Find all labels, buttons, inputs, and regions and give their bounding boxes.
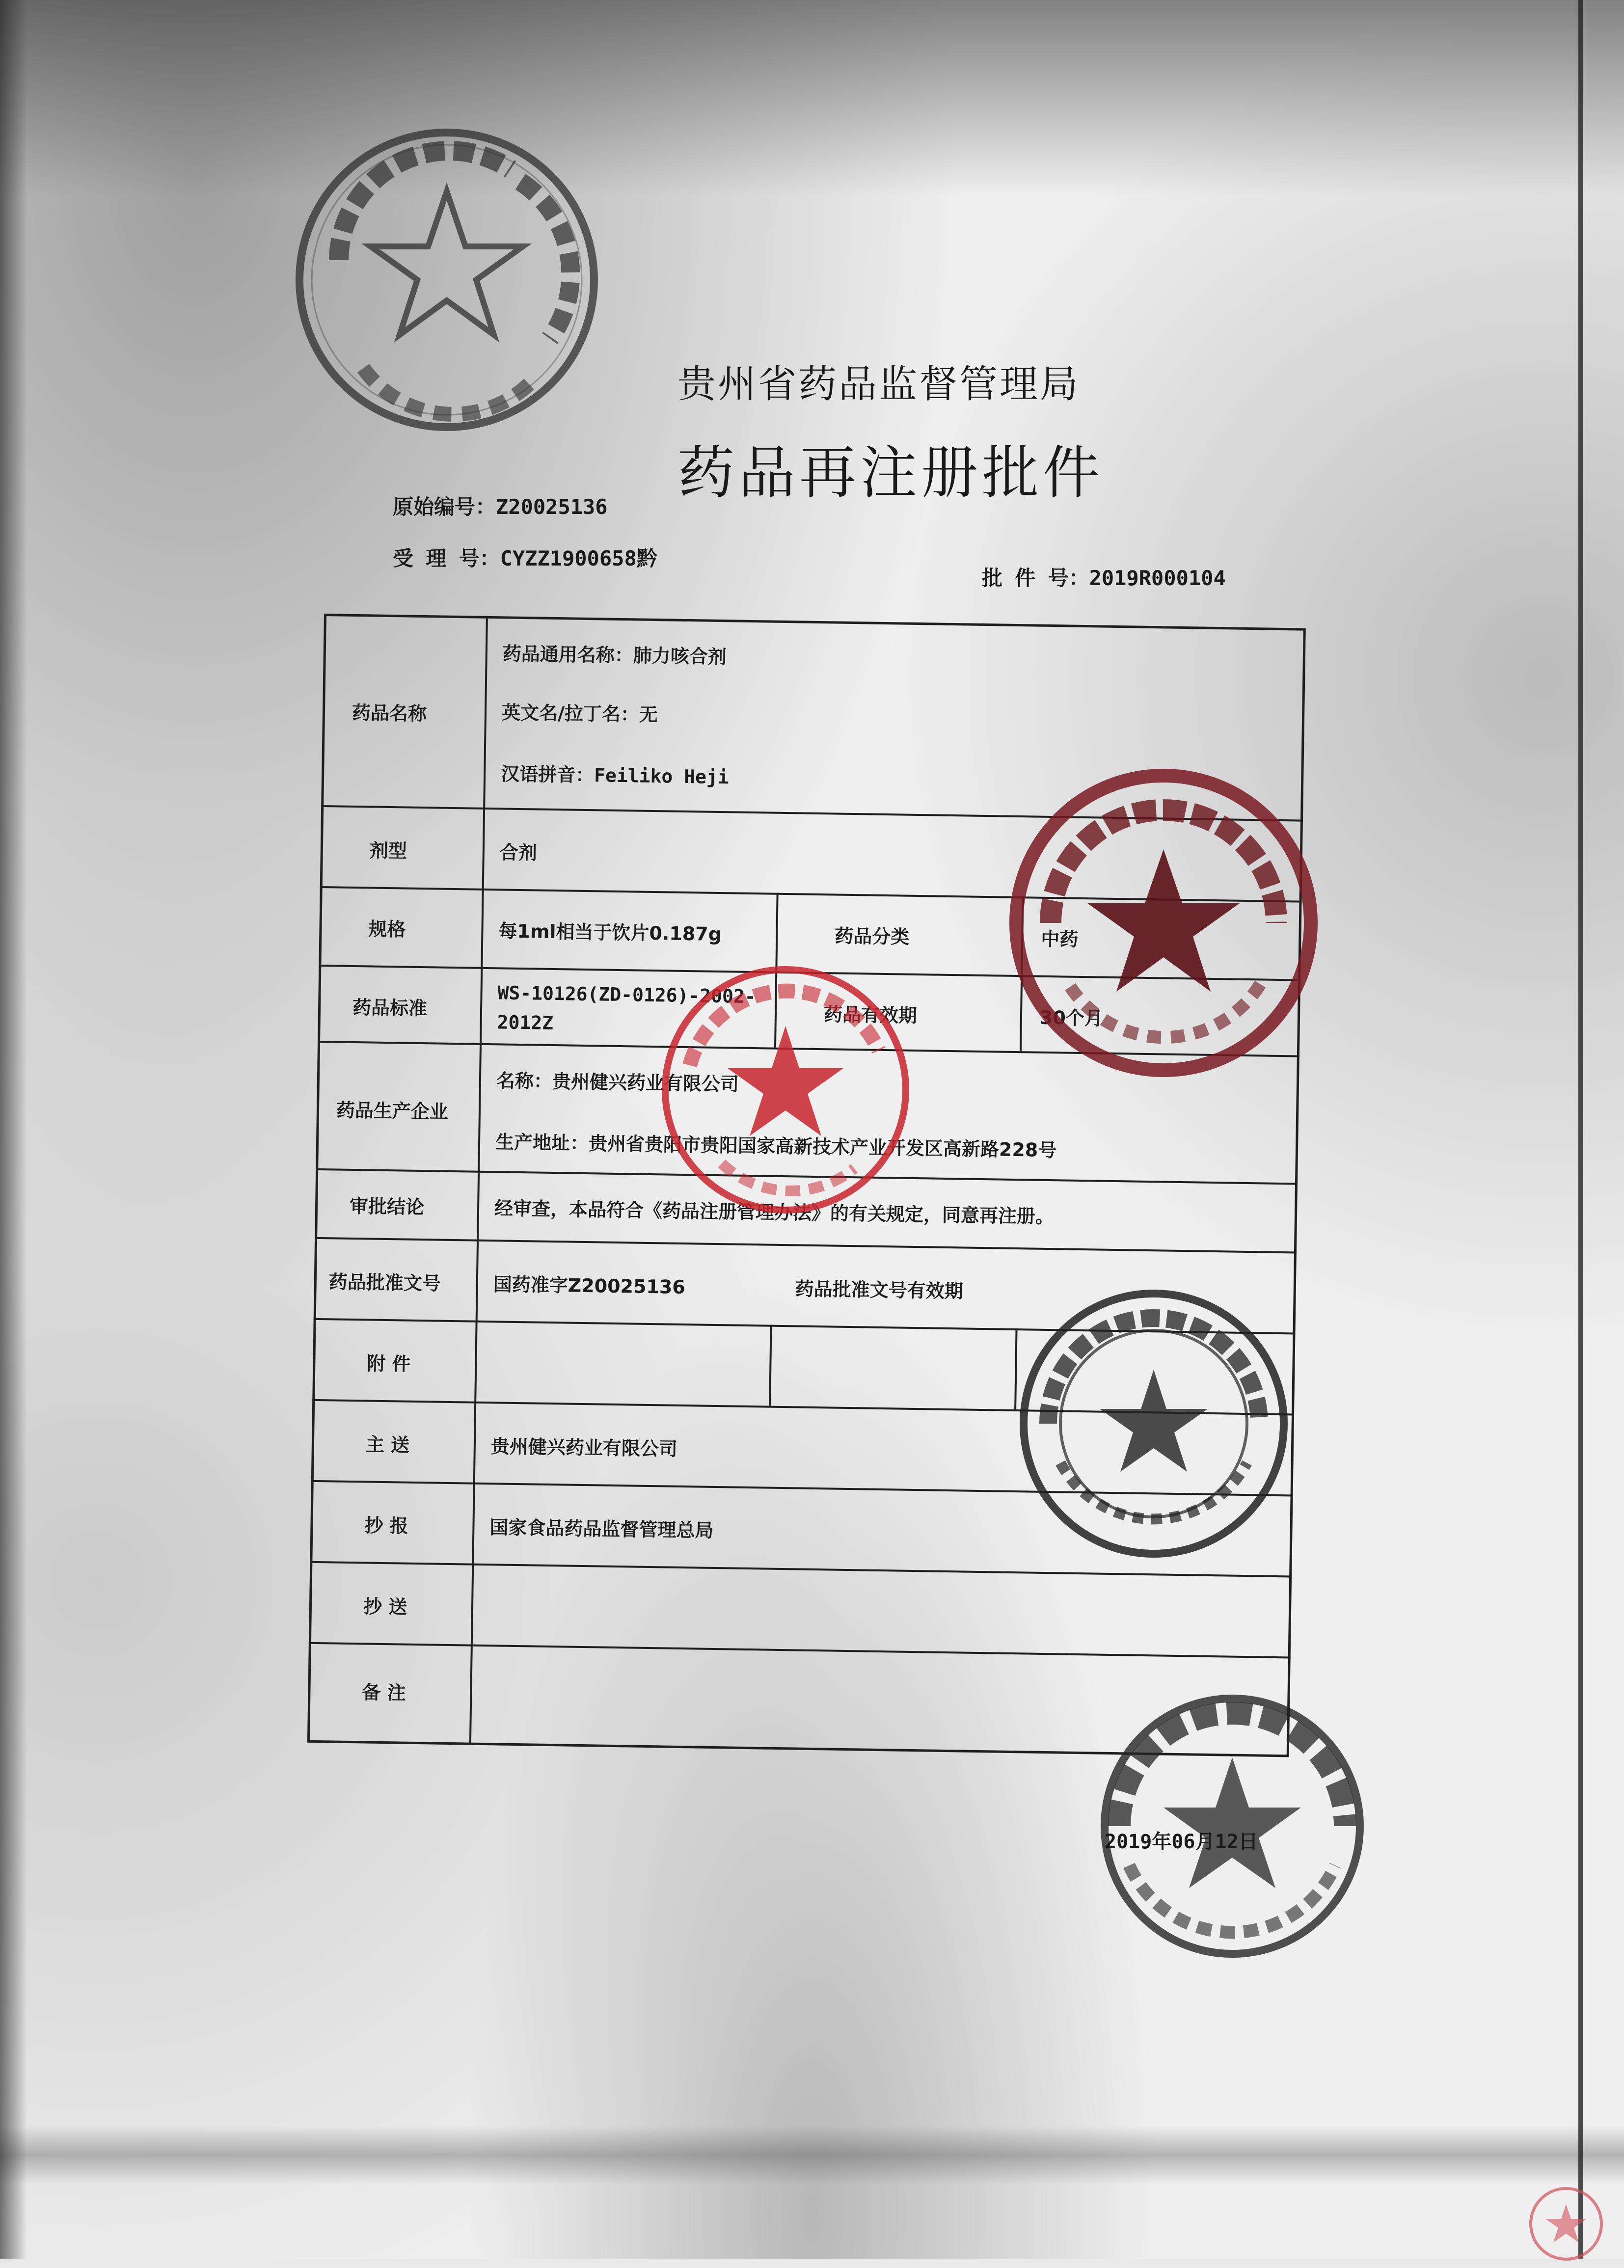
approval-doc-label: 药品批准文号 (328, 1271, 441, 1295)
acceptance-number-label: 受 理 号： (393, 546, 500, 570)
document-title: 药品再注册批件 (677, 440, 1104, 506)
generic-name (502, 638, 727, 669)
to-label: 主 送 (365, 1433, 410, 1456)
attachment-label: 附 件 (367, 1352, 411, 1375)
category-value: 中药 (1041, 928, 1079, 950)
english-name (502, 697, 658, 727)
issue-date: 2019年06月12日 (1105, 1831, 1258, 1853)
manufacturer-label: 药品生产企业 (336, 1099, 449, 1123)
generic-name-label: 药品通用名称： (502, 643, 634, 667)
approval-doc-validity-label: 药品批准文号有效期 (795, 1278, 964, 1302)
validity-label: 药品有效期 (823, 1003, 918, 1027)
acceptance-number-value: CYZZ1900658黔 (500, 546, 657, 570)
dosage-form-value: 合剂 (499, 841, 538, 864)
guizhou-company-seal (1006, 1276, 1301, 1571)
dosage-form-label: 剂型 (369, 839, 407, 862)
jilin-company-seal (275, 108, 619, 452)
report-value: 国家食品药品监督管理总局 (489, 1516, 714, 1541)
acceptance-number (393, 542, 657, 572)
validity-value: 30个月 (1039, 1006, 1104, 1029)
jiangsu-quality-seal (648, 952, 923, 1227)
spec-value: 每1ml相当于饮片0.187g (498, 920, 722, 945)
manufacturer-address-label: 生产地址： (495, 1131, 589, 1155)
issuing-authority: 贵州省药品监督管理局 (677, 362, 1081, 406)
manufacturer-name-value: 贵州健兴药业有限公司 (552, 1071, 739, 1095)
remarks-label: 备 注 (362, 1681, 406, 1704)
standard-label: 药品标准 (352, 996, 428, 1020)
approval-number (982, 562, 1226, 592)
scan-shadow-bottom (0, 2126, 1624, 2185)
english-name-value: 无 (639, 703, 658, 726)
standard-value-line2: 2012Z (497, 1011, 554, 1034)
jilin-yifang-seal (997, 756, 1330, 1090)
original-number-label: 原始编号： (393, 495, 496, 519)
spec-label: 规格 (368, 918, 406, 941)
scanner-mark (1522, 2180, 1610, 2268)
pinyin-name (501, 758, 729, 789)
scan-shadow-top (0, 0, 1624, 196)
category-label: 药品分类 (835, 925, 910, 948)
standard-value-line1: WS-10126(ZD-0126)-2002- (497, 982, 757, 1008)
scan-edge-right (1578, 0, 1583, 2259)
original-number (393, 491, 608, 520)
drug-name-label: 药品名称 (352, 702, 427, 725)
pinyin-value: Feiliko Heji (594, 764, 730, 788)
report-label: 抄 报 (364, 1514, 409, 1537)
manufacturer-name-label: 名称： (496, 1070, 553, 1092)
conclusion-label: 审批结论 (349, 1195, 425, 1218)
conclusion-value: 经审查，本品符合《药品注册管理办法》的有关规定，同意再注册。 (494, 1197, 1055, 1228)
generic-name-value: 肺力咳合剂 (633, 645, 727, 668)
manufacturer-address-value: 贵州省贵阳市贵阳国家高新技术产业开发区高新路228号 (588, 1133, 1057, 1161)
cc-label: 抄 送 (363, 1595, 407, 1618)
approval-number-label: 批 件 号： (982, 566, 1089, 590)
original-number-value: Z20025136 (496, 495, 608, 519)
approval-doc-value: 国药准字Z20025136 (493, 1273, 686, 1298)
english-name-label: 英文名/拉丁名： (501, 702, 640, 726)
pinyin-label: 汉语拼音： (500, 763, 595, 786)
scan-shadow-left (0, 0, 27, 2259)
to-value: 贵州健兴药业有限公司 (490, 1435, 678, 1460)
approval-number-value: 2019R000104 (1089, 566, 1226, 590)
